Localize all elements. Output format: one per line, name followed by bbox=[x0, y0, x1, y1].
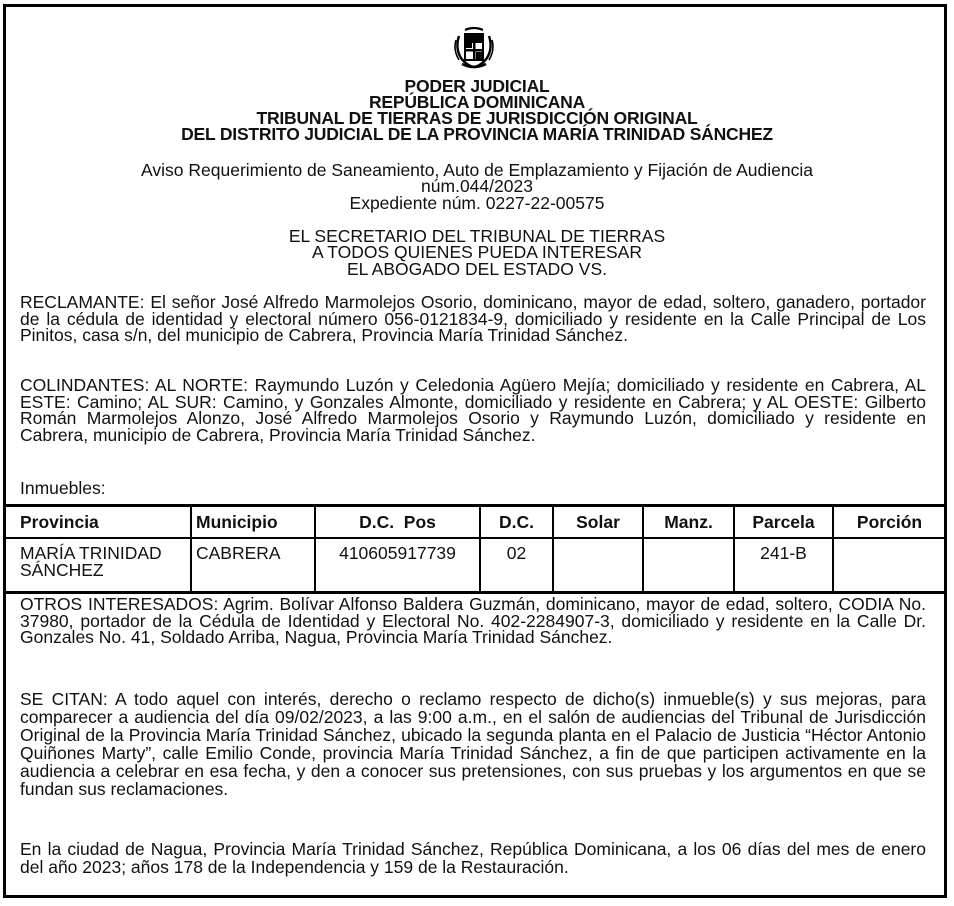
col-header-parcela: Parcela bbox=[734, 506, 833, 539]
cell-municipio: CABRERA bbox=[191, 538, 315, 593]
col-header-municipio: Municipio bbox=[191, 506, 315, 539]
cell-parcela: 241-B bbox=[734, 538, 833, 593]
col-header-solar: Solar bbox=[553, 506, 643, 539]
table-header-row bbox=[5, 506, 945, 539]
col-header-manz: Manz. bbox=[643, 506, 734, 539]
col-header-provincia: Provincia bbox=[5, 506, 191, 539]
inmuebles-label: Inmuebles: bbox=[20, 478, 106, 498]
otros-interesados-paragraph: OTROS INTERESADOS: Agrim. Bolívar Alfonso Baldera Guzmán, dominicano, mayor de edad, soltero, CODIA No. 37980, portador de la Cédula de Identidad y Electoral No. 402-2284907-3, domiciliado y residente en la Calle Dr. Gonzales No. 41, Soldado Arriba, Nagua, Provincia María Trinidad Sánchez. bbox=[20, 594, 926, 647]
colindantes-paragraph: COLINDANTES: AL NORTE: Raymundo Luzón y Celedonia Agüero Mejía; domiciliado y residente en Cabrera, AL ESTE: Camino; AL SUR: Camino, y Gonzales Almonte, domiciliado y residente en Cabrera; y AL OESTE: Gilberto Román Marmolejos Alonzo, José Alfredo Marmolejos Osorio y Raymundo Luzón, domiciliado y residente en Cabrera, municipio de Cabrera, Provincia María Trinidad Sánchez. bbox=[20, 375, 926, 445]
cell-solar bbox=[553, 538, 643, 593]
addressee-todos: A TODOS QUIENES PUEDA INTERESAR bbox=[312, 242, 642, 262]
se-citan-paragraph: SE CITAN: A todo aquel con interés, derecho o reclamo respecto de dicho(s) inmueble(s) y sus mejoras, para comparecer a audiencia del día 09/02/2023, a las 9:00 a.m., en el salón de audiencias del Tribunal de Jurisdicción Original de la Provincia María Trinidad Sánchez, ubicado la segunda planta en el Palacio de Justicia “Héctor Antonio Quiñones Marty”, calle Emilio Conde, provincia María Trinidad Sánchez, a fin de que participen activamente en la audiencia a celebrar en esa fecha, y den a conocer sus pretensiones, con sus pruebas y los argumentos en que se fundan sus reclamaciones. bbox=[20, 689, 926, 799]
notice-number: núm.044/2023 bbox=[421, 176, 533, 196]
cell-dc-pos: 410605917739 bbox=[315, 538, 480, 593]
notice-title: Aviso Requerimiento de Saneamiento, Auto de Emplazamiento y Fijación de Audiencia bbox=[141, 160, 813, 180]
closing-paragraph: En la ciudad de Nagua, Provincia María Trinidad Sánchez, República Dominicana, a los 06 días del mes de enero del año 2023; años 178 de la Independencia y 159 de la Restauración. bbox=[20, 839, 926, 877]
header-poder-judicial: PODER JUDICIAL bbox=[404, 76, 550, 96]
cell-dc: 02 bbox=[480, 538, 553, 593]
reclamante-paragraph: RECLAMANTE: El señor José Alfredo Marmolejos Osorio, dominicano, mayor de edad, soltero, ganadero, portador de la cédula de identidad y electoral número 056-0121834-9, domiciliado y residente en la Calle Principal de Los Pinitos, casa s/n, del municipio de Cabrera, Provincia María Trinidad Sánchez. bbox=[20, 292, 926, 345]
table-row bbox=[5, 538, 945, 593]
header-tribunal: TRIBUNAL DE TIERRAS DE JURISDICCIÓN ORIGINAL bbox=[256, 108, 698, 128]
col-header-dc: D.C. bbox=[480, 506, 553, 539]
cell-porcion bbox=[833, 538, 945, 593]
cell-manz bbox=[643, 538, 734, 593]
expediente-number: Expediente núm. 0227-22-00575 bbox=[349, 193, 605, 213]
header-republica: REPÚBLICA DOMINICANA bbox=[368, 92, 586, 112]
col-header-dc-pos: D.C. Pos bbox=[315, 506, 480, 539]
addressee-secretario: EL SECRETARIO DEL TRIBUNAL DE TIERRAS bbox=[288, 226, 666, 246]
cell-provincia: MARÍA TRINIDAD SÁNCHEZ bbox=[5, 538, 191, 593]
inmuebles-table bbox=[5, 504, 945, 594]
addressee-abogado: EL ABOGADO DEL ESTADO VS. bbox=[347, 259, 607, 279]
header-distrito: DEL DISTRITO JUDICIAL DE LA PROVINCIA MARÍA TRINIDAD SÁNCHEZ bbox=[181, 124, 773, 144]
coat-of-arms-icon bbox=[453, 26, 495, 70]
col-header-porcion: Porción bbox=[833, 506, 945, 539]
